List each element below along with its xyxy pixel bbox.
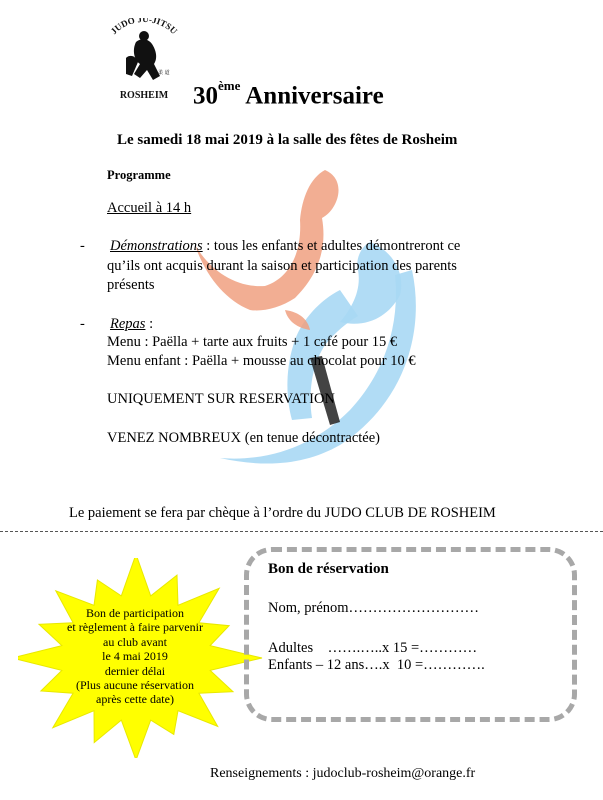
demo-line1-rest: : tous les enfants et adultes démontreront ce xyxy=(202,238,461,254)
deadline-notice xyxy=(50,606,220,707)
demo-line-1 xyxy=(110,238,460,255)
title-number: 30 xyxy=(193,82,218,110)
demo-bullet: - xyxy=(80,238,85,254)
repas-colon: : xyxy=(145,316,154,332)
deadline-line: au club avant xyxy=(103,634,167,649)
demo-line-3: présents xyxy=(107,277,155,293)
programme-heading: Programme xyxy=(107,168,171,182)
name-field-line[interactable]: Nom, prénom……………………… xyxy=(268,600,480,616)
children-field-line[interactable]: Enfants – 12 ans….x 10 =…………. xyxy=(268,657,485,673)
deadline-line: après cette date) xyxy=(96,692,174,707)
title-suffix: ème xyxy=(218,78,241,93)
reservation-form-title: Bon de réservation xyxy=(268,561,389,577)
menu-child: Menu enfant : Paëlla + mousse au chocolat pour 10 € xyxy=(107,353,416,369)
reservation-only: UNIQUEMENT SUR RESERVATION xyxy=(107,391,335,407)
deadline-line: et règlement à faire parvenir xyxy=(67,620,203,635)
club-logo xyxy=(98,18,190,104)
event-date-location: Le samedi 18 mai 2019 à la salle des fêtes de Rosheim xyxy=(117,132,458,148)
accueil-time: Accueil à 14 h xyxy=(107,200,192,216)
title-word: Anniversaire xyxy=(245,82,384,110)
demo-line-2: qu’ils ont acquis durant la saison et participation des parents xyxy=(107,258,457,274)
judo-fighters-logo-icon xyxy=(98,18,190,104)
payment-note: Le paiement se fera par chèque à l’ordre du JUDO CLUB DE ROSHEIM xyxy=(69,505,496,521)
cut-line-divider xyxy=(0,531,603,532)
deadline-line: le 4 mai 2019 xyxy=(102,649,168,664)
judo-watermark-figure xyxy=(190,160,430,470)
repas-heading xyxy=(110,316,153,333)
demo-label: Démonstrations xyxy=(110,238,203,254)
menu-adult: Menu : Paëlla + tarte aux fruits + 1 café pour 15 € xyxy=(107,334,398,350)
deadline-line: dernier délai xyxy=(104,663,166,678)
logo-club-name: JUDO JU-JITSU xyxy=(108,18,180,37)
contact-info: Renseignements : judoclub-rosheim@orange.fr xyxy=(210,766,476,781)
venez-nombreux: VENEZ NOMBREUX (en tenue décontractée) xyxy=(107,430,380,446)
repas-label: Repas xyxy=(110,316,146,332)
logo-town: ROSHEIM xyxy=(119,90,169,101)
logo-kanji: 柔 道 xyxy=(158,70,170,76)
repas-bullet: - xyxy=(80,316,85,332)
adults-field-line[interactable]: Adultes …….…..x 15 =………… xyxy=(268,640,478,656)
deadline-line: (Plus aucune réservation xyxy=(76,678,194,693)
page-title xyxy=(193,78,384,110)
deadline-line: Bon de participation xyxy=(86,606,184,620)
